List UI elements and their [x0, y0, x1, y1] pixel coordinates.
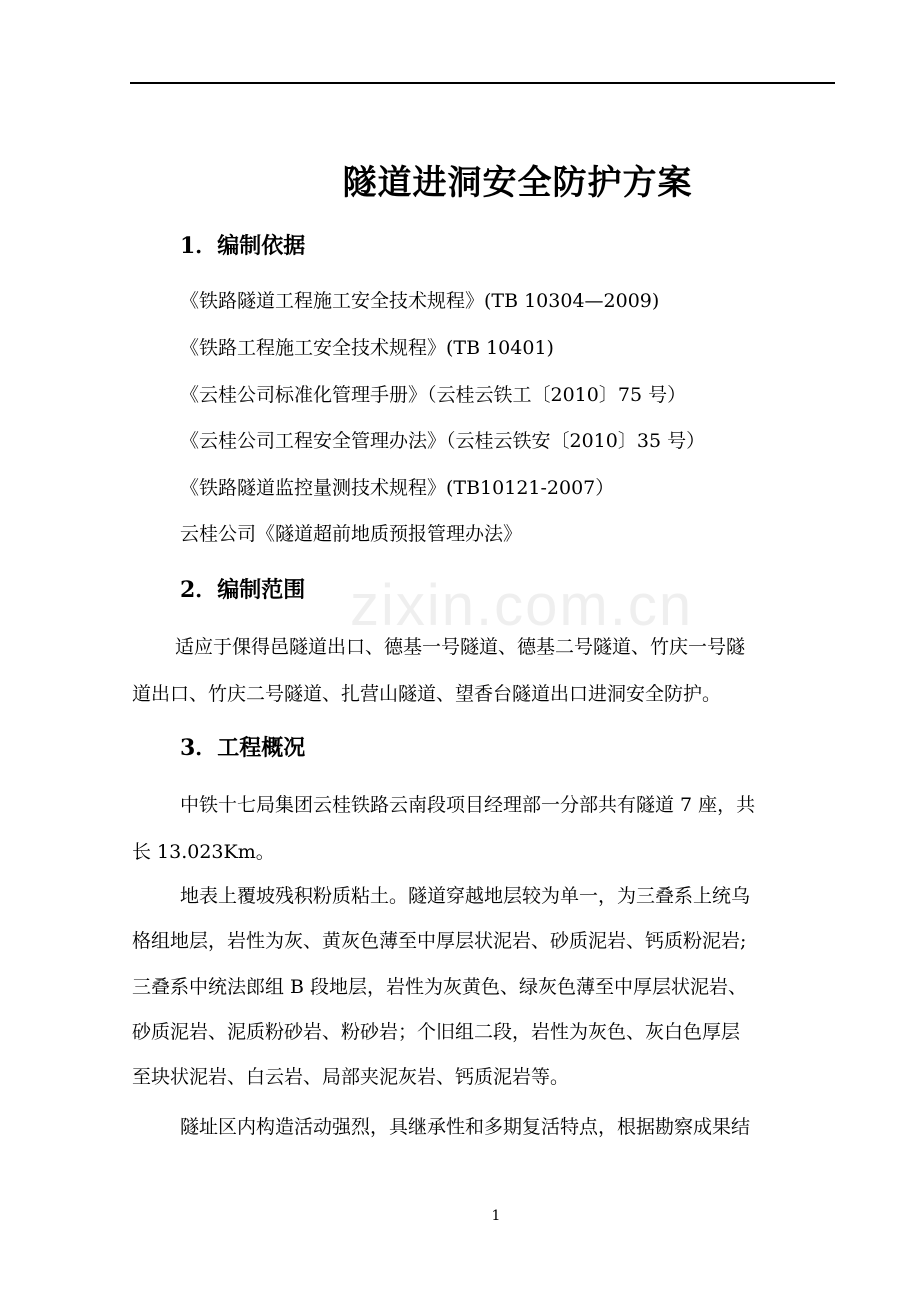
- reference-item: 云桂公司《隧道超前地质预报管理办法》: [180, 523, 523, 545]
- section-heading-basis: 1．编制依据: [180, 233, 306, 259]
- page-number: 1: [491, 1208, 501, 1224]
- reference-item: 《铁路工程施工安全技术规程》(TB 10401): [180, 337, 554, 359]
- geology-paragraph-line: 三叠系中统法郎组 B 段地层，岩性为灰黄色、绿灰色薄至中厚层状泥岩、: [132, 976, 748, 998]
- geology-paragraph-line: 格组地层，岩性为灰、黄灰色薄至中厚层状泥岩、砂质泥岩、钙质粉泥岩;: [132, 930, 747, 952]
- geology-paragraph-line: 地表上覆坡残积粉质粘土。隧道穿越地层较为单一，为三叠系上统乌: [180, 885, 751, 907]
- reference-item: 《铁路隧道工程施工安全技术规程》(TB 10304—2009): [180, 290, 660, 312]
- geology-paragraph-line: 砂质泥岩、泥质粉砂岩、粉砂岩；个旧组二段，岩性为灰色、灰白色厚层: [132, 1021, 741, 1043]
- document-title: 隧道进洞安全防护方案: [342, 163, 693, 203]
- overview-paragraph-line: 中铁十七局集团云桂铁路云南段项目经理部一分部共有隧道 7 座，共: [180, 794, 756, 816]
- geology-paragraph-line: 至块状泥岩、白云岩、局部夹泥灰岩、钙质泥岩等。: [132, 1066, 570, 1088]
- structure-paragraph-line: 隧址区内构造活动强烈，具继承性和多期复活特点，根据勘察成果结: [180, 1116, 751, 1138]
- overview-paragraph-line: 长 13.023Km。: [132, 841, 275, 863]
- watermark: zixin.com.cn: [350, 573, 694, 638]
- section-heading-overview: 3．工程概况: [180, 735, 306, 761]
- reference-item: 《云桂公司标准化管理手册》（云桂云铁工〔2010〕75 号）: [180, 384, 687, 406]
- header-rule: [130, 82, 835, 84]
- scope-paragraph-line: 适应于倮得邑隧道出口、德基一号隧道、德基二号隧道、竹庆一号隧: [175, 636, 746, 658]
- section-heading-scope: 2．编制范围: [180, 577, 306, 603]
- reference-item: 《云桂公司工程安全管理办法》（云桂云铁安〔2010〕35 号）: [180, 430, 706, 452]
- scope-paragraph-line: 道出口、竹庆二号隧道、扎营山隧道、望香台隧道出口进洞安全防护。: [132, 683, 722, 705]
- reference-item: 《铁路隧道监控量测技术规程》(TB10121-2007）: [180, 477, 615, 499]
